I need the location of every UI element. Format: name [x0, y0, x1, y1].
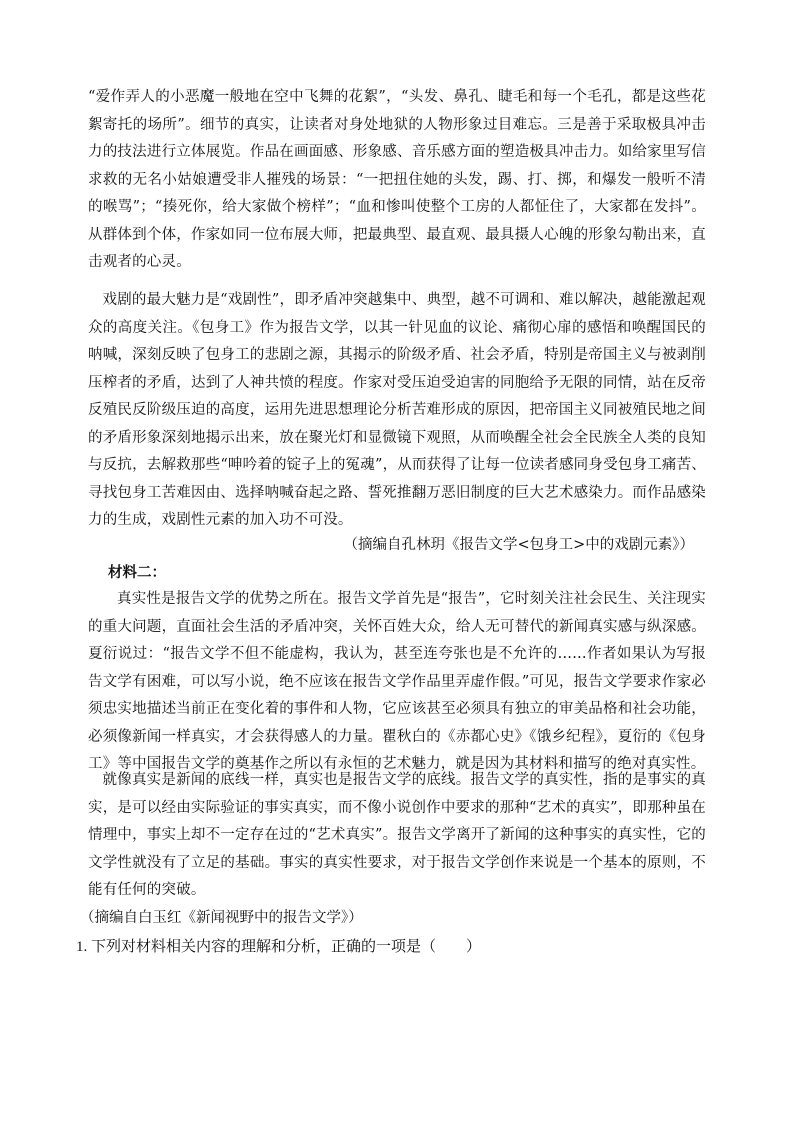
source-citation-2: （摘编自白玉红《新闻视野中的报告文学》） — [80, 910, 363, 926]
paragraph-material1-continued: “爱作弄人的小恶魔一般地在空中飞舞的花絮”，“头发、鼻孔、睫毛和每一个毛孔，都是这些花絮寄托的场所”。细节的真实，让读者对身处地狱的人物形象过目难忘。三是善于采取极具冲击力的技法进行立体展览。作品在画面感、形象感、音乐感方面的塑造极具冲击力。如给家里写信求救的无名小姑娘遭受非人摧残的场景：“一把扭住她的头发，踢、打、掷，和爆发一般听不清的喉骂”；“揍死你，给大家做个榜样”；“血和惨叫使整个工房的人都怔住了，大家都在发抖”。从群体到个体，作家如同一位布展大师，把最典型、最直观、最具摄人心魄的形象勾勒出来，直击观者的心灵。 — [88, 89, 706, 270]
paragraph-bottom-line: 就像真实是新闻的底线一样，真实也是报告文学的底线。报告文学的真实性，指的是事实的真实，是可以经由实际验证的事实真实，而不像小说创作中要求的那种“艺术的真实”，即那种虽在情理中，事实上却不一定存在过的“艺术真实”。报告文学离开了新闻的这种事实的真实性，它的文学性就没有了立足的基础。事实的真实性要求，对于报告文学创作来说是一个基本的原则，不能有任何的突破。 — [88, 772, 706, 898]
paragraph-drama-appeal: 戏剧的最大魅力是“戏剧性”，即矛盾冲突越集中、典型，越不可调和、难以解决，越能激起观众的高度关注。《包身工》作为报告文学，以其一针见血的议论、痛彻心扉的感悟和唤醒国民的呐喊，深刻反映了包身工的悲剧之源，其揭示的阶级矛盾、社会矛盾，特别是帝国主义与被剥削压榨者的矛盾，达到了人神共愤的程度。作家对受压迫受迫害的同胞给予无限的同情，站在反帝反殖民反阶级压迫的高度，运用先进思想理论分析苦难形成的原因，把帝国主义同被殖民地之间的矛盾形象深刻地揭示出来，放在聚光灯和显微镜下观照，从而唤醒全社会全民族全人类的良知与反抗，去解救那些“呻吟着的锭子上的冤魂”，从而获得了让每一位读者感同身受包身工痛苦、寻找包身工苦难因由、选择呐喊奋起之路、誓死推翻万恶旧制度的巨大艺术感染力。而作品感染力的生成，戏剧性元素的加入功不可没。 — [88, 292, 706, 528]
material-2-heading: 材料二： — [108, 564, 166, 581]
question-1: 1. 下列对材料相关内容的理解和分析，正确的一项是（ ） — [76, 939, 482, 955]
source-citation-1: （摘编自孔林玥《报告文学<包身工>中的戏剧元素》） — [343, 537, 694, 553]
paragraph-authenticity: 真实性是报告文学的优势之所在。报告文学首先是“报告”，它时刻关注社会民生、关注现实的重大问题，直面社会生活的矛盾冲突，关怀百姓大众，给人无可替代的新闻真实感与纵深感。夏衍说过：“报告文学不但不能虚构，我认为，甚至连夸张也是不允许的……作者如果认为写报告文学有困难，可以写小说，绝不应该在报告文学作品里弄虚作假。”可见，报告文学要求作家必须忠实地描述当前正在变化着的事件和人物，它应该甚至必须具有独立的审美品格和社会功能，必须像新闻一样真实，才会获得感人的力量。瞿秋白的《赤都心史》《饿乡纪程》，夏衍的《包身工》等中国报告文学的奠基作之所以有永恒的艺术魅力，就是因为其材料和描写的绝对真实性。 — [88, 591, 706, 772]
